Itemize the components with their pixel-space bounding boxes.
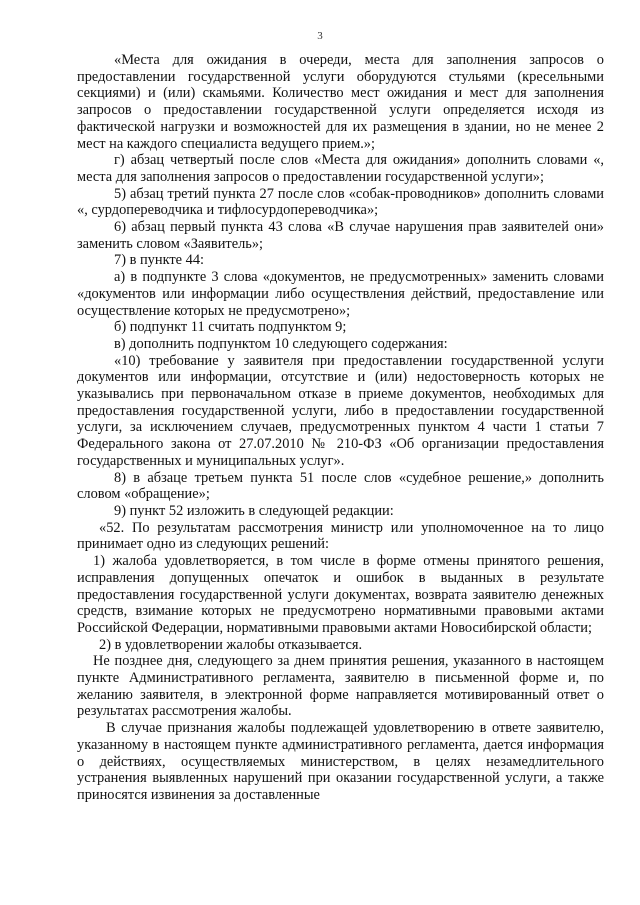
paragraph: г) абзац четвертый после слов «Места для ожидания» дополнить словами «, места для заполнения запросов о предоставлении государственной услуги»; [77,152,604,185]
paragraph: В случае признания жалобы подлежащей удовлетворению в ответе заявителю, указанному в настоящем пункте административного регламента, дается информация о действиях, осуществляемых министерством, в целях незамедлительного устранения выявленных нарушений при оказании государственной услуги, а также приносятся извинения за доставленные [77,720,604,803]
page-number: 3 [317,30,323,42]
paragraph: 8) в абзаце третьем пункта 51 после слов «судебное решение,» дополнить словом «обращение»; [77,469,604,503]
paragraph: 5) абзац третий пункта 27 после слов «собак-проводников» дополнить словами «, сурдопереводчика и тифлосурдопереводчика»; [77,185,604,219]
paragraph: 1) жалоба удовлетворяется, в том числе в форме отмены принятого решения, исправления допущенных опечаток и ошибок в выданных в результате предоставления государственной услуги документах, возврата заявителю денежных средств, взимание которых не предусмотрено нормативными правовыми актами Российской Федерации, нормативными правовыми актами Новосибирской области; [77,553,604,636]
paragraph: б) подпункт 11 считать подпунктом 9; [114,319,347,336]
paragraph: 2) в удовлетворении жалобы отказывается. [99,636,363,653]
paragraph: 7) в пункте 44: [114,252,205,269]
paragraph: Не позднее дня, следующего за днем принятия решения, указанного в настоящем пункте Административного регламента, заявителю в письменной форме и, по желанию заявителя, в электронной форме направляется мотивированный ответ о результатах рассмотрения жалобы. [77,653,604,720]
paragraph: а) в подпункте 3 слова «документов, не предусмотренных» заменить словами «документов или информации либо осуществления действий, предоставление или осуществление которых не предусмотрено»; [77,269,604,319]
paragraph: «52. По результатам рассмотрения министр или уполномоченное на то лицо принимает одно из следующих решений: [77,519,604,553]
document-body [77,52,604,804]
paragraph: «Места для ожидания в очереди, места для заполнения запросов о предоставлении государственной услуги оборудуются стульями (кресельными секциями) и (или) скамьями. Количество мест ожидания и мест для заполнения запросов о предоставлении государственной услуги определяется исходя из фактической нагрузки и возможностей для их размещения в здании, но не менее 2 мест на каждого специалиста ведущего прием.»; [77,52,604,152]
paragraph: 6) абзац первый пункта 43 слова «В случае нарушения прав заявителей они» заменить словом «Заявитель»; [77,219,604,252]
paragraph: 9) пункт 52 изложить в следующей редакции: [114,502,394,519]
paragraph: в) дополнить подпунктом 10 следующего содержания: [114,335,448,352]
paragraph: «10) требование у заявителя при предоставлении государственной услуги документов или информации, отсутствие и (или) недостоверность которых не указывались при первоначальном отказе в приеме документов, необходимых для предоставления государственной услуги, либо в предоставлении государственной услуги, за исключением случаев, предусмотренных пунктом 4 части 1 статьи 7 Федерального закона от 27.07.2010 № 210-ФЗ «Об организации предоставления государственных и муниципальных услуг». [77,352,604,469]
